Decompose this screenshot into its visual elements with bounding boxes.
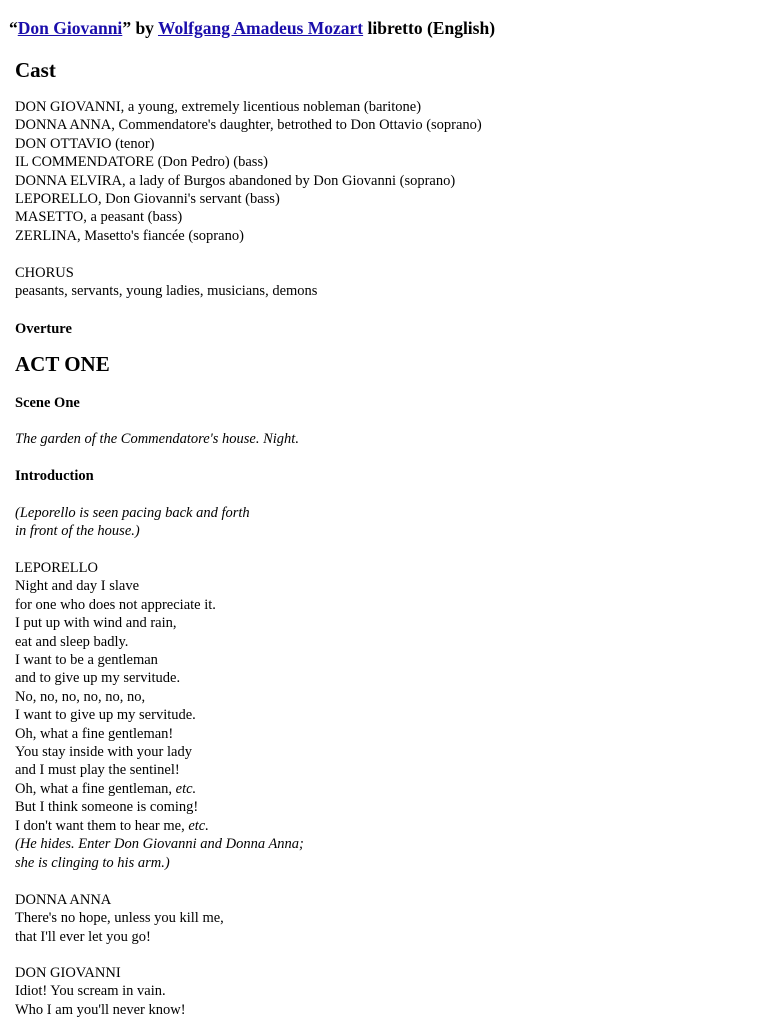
verse-text: Oh, what a fine gentleman, — [15, 780, 176, 797]
cast-list — [15, 98, 482, 245]
donna-anna-verse — [15, 891, 224, 946]
cast-heading: Cast — [15, 58, 56, 82]
leporello-verse — [15, 559, 304, 872]
verse-line — [15, 780, 304, 798]
verse-line: Oh, what a fine gentleman! — [15, 725, 174, 742]
verse-line: You stay inside with your lady — [15, 744, 192, 761]
cast-member: ZERLINA, Masetto's fiancée (soprano) — [15, 227, 244, 244]
stage-direction-line: (Leporello is seen pacing back and forth — [15, 505, 250, 521]
verse-text: I don't want them to hear me, — [15, 817, 189, 834]
scene-setting: The garden of the Commendatore's house. Night. — [15, 431, 299, 447]
verse-line: No, no, no, no, no, no, — [15, 688, 146, 705]
composer-link[interactable]: Wolfgang Amadeus Mozart — [157, 18, 364, 38]
cast-member: LEPORELLO, Don Giovanni's servant (bass) — [15, 191, 280, 208]
title-suffix: libretto (English) — [363, 18, 496, 38]
cast-member: DONNA ELVIRA, a lady of Burgos abandoned by Don Giovanni (soprano) — [15, 172, 456, 189]
verse-line — [15, 817, 304, 835]
overture-heading: Overture — [15, 321, 72, 337]
stage-direction — [15, 504, 250, 541]
verse-line: But I think someone is coming! — [15, 799, 199, 816]
verse-line: Idiot! You scream in vain. — [15, 983, 166, 1000]
verse-line: There's no hope, unless you kill me, — [15, 910, 224, 927]
title-by: ” by — [122, 18, 158, 38]
act-heading: ACT ONE — [15, 352, 110, 376]
chorus-members: peasants, servants, young ladies, musicians, demons — [15, 283, 318, 300]
stage-direction-line: (He hides. Enter Don Giovanni and Donna Anna; — [15, 836, 304, 853]
verse-line: for one who does not appreciate it. — [15, 596, 216, 613]
cast-member: DONNA ANNA, Commendatore's daughter, betrothed to Don Ottavio (soprano) — [15, 117, 482, 134]
number-title: Introduction — [15, 468, 94, 484]
verse-line: eat and sleep badly. — [15, 633, 129, 650]
verse-line: and to give up my servitude. — [15, 670, 181, 687]
cast-member: DON OTTAVIO (tenor) — [15, 135, 155, 152]
chorus-section — [15, 264, 317, 301]
cast-member: MASETTO, a peasant (bass) — [15, 209, 183, 226]
stage-direction-line: in front of the house.) — [15, 523, 140, 540]
etc-marker: etc. — [188, 817, 209, 834]
verse-line: Who I am you'll never know! — [15, 1001, 186, 1018]
verse-line: Night and day I slave — [15, 578, 140, 595]
don-giovanni-verse — [15, 964, 186, 1019]
cast-member: IL COMMENDATORE (Don Pedro) (bass) — [15, 154, 268, 171]
character-name: DON GIOVANNI — [15, 965, 121, 981]
opera-title-link[interactable]: Don Giovanni — [17, 18, 123, 38]
cast-member: DON GIOVANNI, a young, extremely licentious nobleman (baritone) — [15, 99, 422, 115]
title-open-quote: “ — [9, 18, 18, 38]
stage-direction-line: she is clinging to his arm.) — [15, 854, 170, 871]
verse-line: I put up with wind and rain, — [15, 615, 177, 632]
chorus-label: CHORUS — [15, 265, 74, 281]
character-name: DONNA ANNA — [15, 892, 112, 908]
scene-heading: Scene One — [15, 395, 80, 411]
verse-line: I want to give up my servitude. — [15, 707, 196, 724]
page-title — [9, 16, 495, 40]
verse-line: that I'll ever let you go! — [15, 928, 151, 945]
verse-line: I want to be a gentleman — [15, 652, 158, 669]
character-name: LEPORELLO — [15, 560, 98, 576]
etc-marker: etc. — [175, 780, 197, 797]
verse-line: and I must play the sentinel! — [15, 762, 180, 779]
